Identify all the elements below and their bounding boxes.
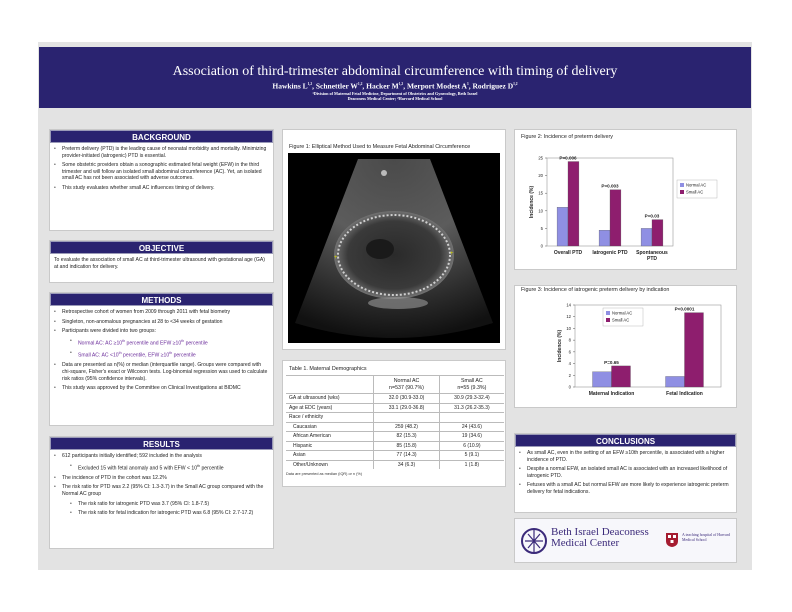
legend-swatch [680, 190, 684, 194]
small-ac-value: 31.3 (26.2-35.3) [439, 403, 504, 413]
header-normal-n: n=537 (90.7%) [389, 384, 424, 391]
y-tick-label: 20 [538, 173, 543, 179]
probe-marker-icon [381, 170, 387, 176]
y-tick-label: 2 [568, 372, 571, 378]
p-value-annotation: P=0.03 [644, 213, 660, 219]
legend-swatch [680, 183, 684, 187]
y-tick-label: 10 [538, 208, 543, 214]
author-2-affiliation: 1,2 [357, 82, 363, 86]
normal-ac-value: 32.0 (30.9-33.0) [374, 394, 439, 404]
header-small-label: Small AC [460, 378, 483, 384]
results-exclusion [54, 463, 269, 472]
results-subitem: • The risk ratio for fetal indication for iatrogenic PTD was 6.8 (95% CI: 2.7-17.2) [54, 510, 269, 517]
table-body [286, 394, 504, 470]
bidmc-name-line2: Medical Center [551, 537, 620, 549]
header-small-ac [439, 376, 504, 394]
y-tick-label: 15 [538, 190, 543, 196]
y-tick-label: 0 [568, 384, 571, 390]
methods-group-small-ordinal: th [169, 351, 173, 356]
p-value-annotation: P<0.0001 [674, 306, 695, 312]
small-ac-value: 19 (34.6) [439, 432, 504, 442]
demographics-table [286, 375, 504, 469]
bar-small-ac [652, 220, 663, 246]
table-row [286, 394, 504, 404]
author-3: , Hacker M [362, 81, 399, 91]
results-subitem: • The risk ratio for iatrogenic PTD was 3.7 (95% CI: 1.8-7.5) [54, 501, 269, 508]
header-empty-cell [286, 376, 374, 394]
y-axis-label: Incidence (%) [529, 185, 535, 219]
background-item: • Preterm delivery (PTD) is the leading cause of neonatal morbidity and mortality. Minimizing provider-initiated (iatrogenic) PTD is essential. [54, 146, 269, 159]
poster-header [39, 47, 751, 108]
conclusions-heading: CONCLUSIONS [515, 434, 736, 447]
author-3-affiliation: 1,2 [398, 82, 404, 86]
header-small-n: n=55 (9.3%) [457, 384, 487, 391]
y-tick-label: 4 [568, 361, 571, 367]
methods-panel [49, 292, 274, 426]
author-4: , Merport Modest A [403, 81, 467, 91]
results-panel [49, 436, 274, 549]
ultrasound-scan [288, 153, 500, 343]
methods-group-small-ordinal: th [118, 351, 122, 356]
table1-container [286, 375, 504, 476]
methods-group-small-text: Small AC: AC <10 [78, 352, 119, 359]
conclusions-body [515, 447, 736, 502]
conclusion-item: • Despite a normal EFW, an isolated small AC is associated with an increased likelihood of iatrogenic PTD. [519, 466, 732, 479]
figure1-caption: Figure 1: Elliptical Method Used to Measure Fetal Abdominal Circumference [289, 144, 471, 150]
results-exclusion-text: Excluded 15 with fetal anomaly and 5 with EFW < 10 [78, 465, 198, 472]
bidmc-emblem-icon [521, 526, 547, 556]
bar-normal-ac [641, 228, 652, 246]
preterm-incidence-chart [519, 146, 734, 268]
methods-item: • This study was approved by the Committee on Clinical Investigations at BIDMC [54, 385, 269, 392]
row-label: African American [286, 432, 374, 442]
results-body [50, 450, 273, 523]
methods-group-small-text: percentile [172, 352, 196, 359]
author-5-affiliation: 1,2 [513, 82, 518, 86]
y-tick-label: 6 [568, 349, 571, 355]
caliper-marker: + [450, 251, 454, 257]
affiliation-line-2: Deaconess Medical Center; ²Harvard Medical School [347, 95, 443, 101]
small-ac-value [439, 413, 504, 423]
spine-echo [368, 297, 428, 309]
conclusion-item: • Fetuses with a small AC but normal EFW are more likely to experience iatrogenic preterm delivery for fetal indications. [519, 482, 732, 495]
row-label: Asian [286, 451, 374, 461]
table-row [286, 460, 504, 469]
small-ac-value: 24 (43.6) [439, 422, 504, 432]
background-heading: BACKGROUND [50, 130, 273, 143]
conclusions-panel [514, 433, 737, 513]
methods-group-normal-ordinal: th [181, 338, 185, 343]
normal-ac-value: 33.1 (29.0-36.8) [374, 403, 439, 413]
figure1-panel [282, 129, 506, 350]
figure2-caption: Figure 2: Incidence of preterm delivery [521, 134, 613, 140]
figure3-panel [514, 285, 737, 408]
p-value-annotation: P=0.65 [604, 359, 619, 365]
bidmc-name [551, 527, 649, 549]
legend-swatch [606, 311, 610, 315]
x-category-label: Spontaneous PTD [636, 250, 668, 262]
methods-group-normal-text: percentile and EFW ≥10 [125, 340, 182, 347]
row-label: Age at EDC (years) [286, 403, 374, 413]
methods-body [50, 306, 273, 398]
table-row [286, 432, 504, 442]
objective-text: To evaluate the association of small AC at third-trimester ultrasound with gestational age (GA) at and indication for delivery. [54, 257, 265, 270]
bar-normal-ac [666, 376, 685, 387]
small-ac-value: 1 (1.8) [439, 460, 504, 469]
background-body [50, 143, 273, 198]
p-value-annotation: P=0.006 [559, 155, 577, 161]
affiliation-line-1: ¹Division of Maternal Fetal Medicine, Department of Obstetrics and Gynecology, Beth Israel [312, 90, 478, 96]
caliper-marker: + [334, 255, 338, 261]
results-item: • 612 participants initially identified; 592 included in the analysis [54, 453, 269, 460]
x-category-label: Maternal Indication [588, 391, 635, 397]
methods-item: • Singleton, non-anomalous pregnancies at 28 to <34 weeks of gestation [54, 319, 269, 326]
bar-small-ac [685, 313, 704, 387]
y-tick-label: 8 [568, 337, 571, 343]
bar-normal-ac [557, 207, 568, 246]
row-label: Hispanic [286, 441, 374, 451]
table-row [286, 422, 504, 432]
results-heading: RESULTS [50, 437, 273, 450]
small-ac-value: 30.9 (29.3-32.4) [439, 394, 504, 404]
bar-normal-ac [593, 372, 612, 387]
table1-panel [282, 360, 506, 487]
normal-ac-value: 85 (15.8) [374, 441, 439, 451]
legend-label: Normal AC [686, 182, 707, 188]
stomach-bubble [366, 239, 394, 259]
small-ac-value: 5 (9.1) [439, 451, 504, 461]
objective-heading: OBJECTIVE [50, 241, 273, 254]
y-tick-label: 12 [566, 314, 571, 320]
methods-item: • Retrospective cohort of women from 2009 through 2011 with fetal biometry [54, 309, 269, 316]
figure2-panel [514, 129, 737, 270]
normal-ac-value: 77 (14.3) [374, 451, 439, 461]
y-tick-label: 14 [566, 302, 571, 308]
conclusion-item: • As small AC, even in the setting of an EFW ≥10th percentile, is associated with a higher incidence of PTD. [519, 450, 732, 463]
objective-panel [49, 240, 274, 283]
harvard-affiliation: A teaching hospital of Harvard Medical School [682, 533, 730, 542]
iatrogenic-indication-chart [519, 297, 734, 407]
table-row [286, 413, 504, 423]
methods-heading: METHODS [50, 293, 273, 306]
bidmc-name-line1: Beth Israel Deaconess [551, 526, 649, 538]
row-label: Caucasian [286, 422, 374, 432]
table1-footnote: Data are presented as median (IQR) or n (%) [286, 472, 362, 476]
y-tick-label: 10 [566, 325, 571, 331]
results-item: • The risk ratio for PTD was 2.2 (95% CI: 1.3-3.7) in the Small AC group compared with the Normal AC group [54, 484, 269, 497]
methods-group-normal-ordinal: th [122, 338, 126, 343]
table1-caption: Table 1. Maternal Demographics [289, 366, 367, 372]
bidmc-logo-panel [514, 518, 737, 563]
methods-group-small-text: percentile, EFW ≥10 [121, 352, 170, 359]
normal-ac-value: 34 (6.3) [374, 460, 439, 469]
x-category-label: Iatrogenic PTD [592, 250, 628, 256]
results-exclusion-text: percentile [200, 465, 224, 472]
legend-label: Small AC [686, 189, 704, 195]
fetal-abdomen [334, 211, 454, 299]
p-value-annotation: P=0.003 [601, 183, 619, 189]
ultrasound-image [288, 153, 500, 343]
x-category-label: Fetal Indication [666, 391, 703, 397]
methods-item: • Data are presented as n(%) or median (interquartile range). Groups were compared with chi-square, Fisher's exact or Wilcoxon tests. Log-binomial regression was used to calculate risk ratios (95% confidence intervals). [54, 362, 269, 382]
bar-small-ac [610, 190, 621, 246]
author-4-affiliation: 1 [466, 82, 469, 86]
legend-label: Small AC [612, 317, 630, 323]
row-label: Other/Unknown [286, 460, 374, 469]
bar-small-ac [612, 366, 631, 387]
methods-group-normal-text: percentile [184, 340, 208, 347]
normal-ac-value: 259 (48.2) [374, 422, 439, 432]
normal-ac-value [374, 413, 439, 423]
bar-small-ac [568, 162, 579, 246]
bar-normal-ac [599, 230, 610, 246]
row-label: GA at ultrasound (wks) [286, 394, 374, 404]
normal-ac-value: 82 (15.3) [374, 432, 439, 442]
methods-item: • Participants were divided into two groups: [54, 328, 269, 335]
background-item: • Some obstetric providers obtain a sonographic estimated fetal weight (EFW) in the third trimester and will follow an isolated small abdominal circumference (AC). Yet, an isolated small AC has not been associated with adverse outcomes. [54, 162, 269, 182]
header-normal-ac [374, 376, 439, 394]
methods-group-normal [54, 338, 269, 347]
results-item: • The incidence of PTD in the cohort was 12.2% [54, 475, 269, 482]
methods-group-normal-text: Normal AC: AC ≥10 [78, 340, 123, 347]
x-category-label: Overall PTD [553, 250, 583, 256]
small-ac-value: 6 (10.9) [439, 441, 504, 451]
results-exclusion-ordinal: th [197, 463, 201, 468]
y-tick-label: 5 [540, 225, 543, 231]
author-2: , Schnettler W [312, 81, 358, 91]
legend-swatch [606, 318, 610, 322]
table-header-row [286, 376, 504, 394]
y-axis-label: Incidence (%) [557, 329, 563, 363]
table-row [286, 403, 504, 413]
author-1-affiliation: 1,2 [307, 82, 313, 86]
author-list [39, 80, 751, 91]
harvard-shield-icon [665, 532, 679, 548]
row-label: Race / ethnicity [286, 413, 374, 423]
legend-label: Normal AC [612, 310, 633, 316]
figure3-caption: Figure 3: Incidence of iatrogenic preterm delivery by indication [521, 287, 670, 293]
y-tick-label: 25 [538, 155, 543, 161]
author-5: , Rodriguez D [468, 81, 514, 91]
header-normal-label: Normal AC [393, 378, 420, 384]
table-row [286, 451, 504, 461]
poster-title: Association of third-trimester abdominal circumference with timing of delivery [172, 64, 618, 79]
background-panel [49, 129, 274, 231]
table-row [286, 441, 504, 451]
y-tick-label: 0 [540, 243, 543, 249]
methods-group-small [54, 350, 269, 359]
background-item: • This study evaluates whether small AC influences timing of delivery. [54, 185, 269, 192]
author-1: Hawkins L [272, 81, 308, 91]
